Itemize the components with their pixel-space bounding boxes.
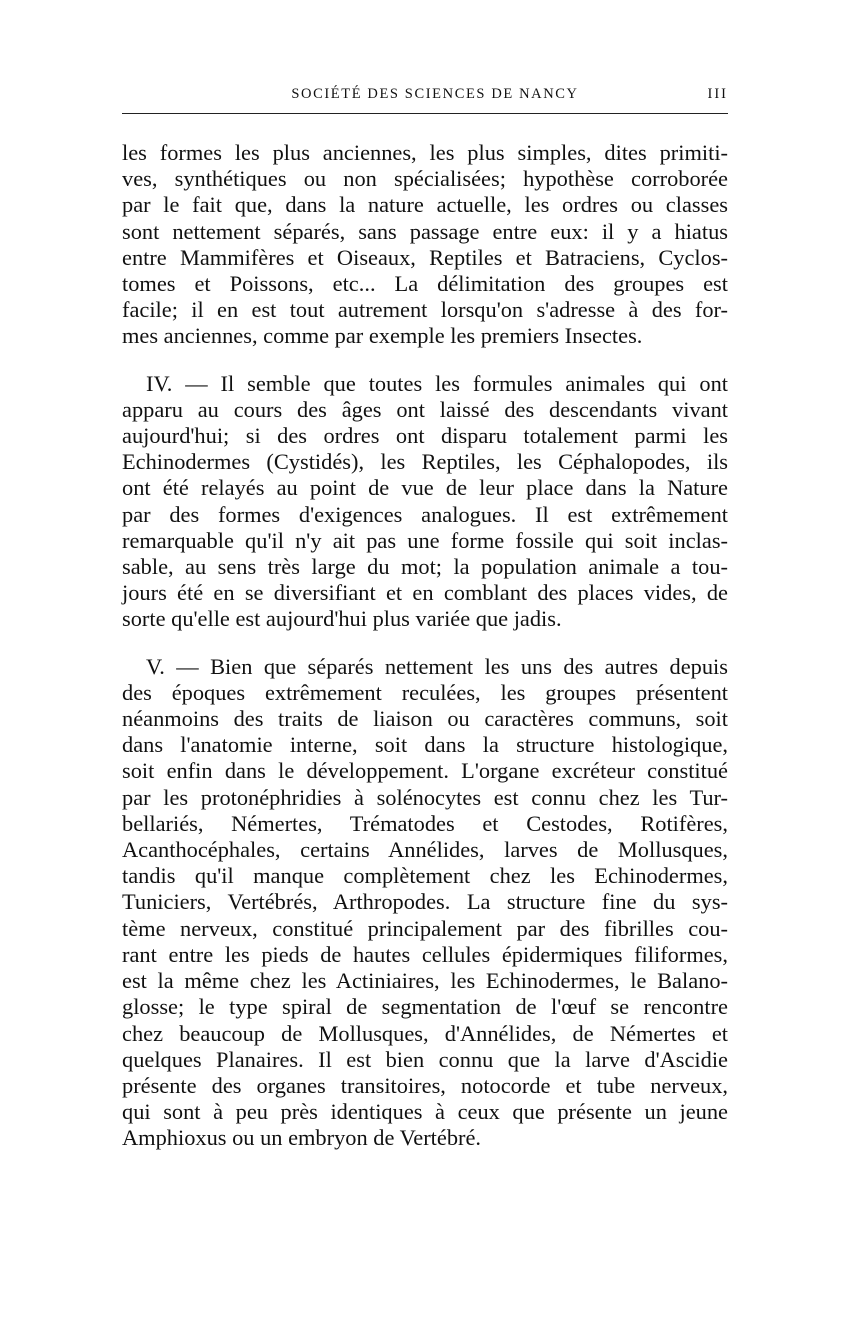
text-line: tème nerveux, constitué principalement par des fibrilles cou- <box>122 915 728 941</box>
text-line: apparu au cours des âges ont laissé des descendants vivant <box>122 396 728 422</box>
text-line: sable, au sens très large du mot; la population animale a tou- <box>122 554 728 580</box>
paragraph-iv <box>122 371 728 633</box>
text-line: par des formes d'exigences analogues. Il est extrêmement <box>122 501 728 527</box>
text-line: des époques extrêmement reculées, les groupes présentent <box>122 679 728 705</box>
text-line: entre Mammifères et Oiseaux, Reptiles et Batraciens, Cyclos- <box>122 244 728 270</box>
text-line: sorte qu'elle est aujourd'hui plus variée que jadis. <box>122 606 562 632</box>
text-line: tandis qu'il manque complètement chez les Echinodermes, <box>122 863 728 889</box>
text-line: chez beaucoup de Mollusques, d'Annélides, de Némertes et <box>122 1020 728 1046</box>
text-line: jours été en se diversifiant et en comblant des places vides, de <box>122 580 728 606</box>
text-line: les formes les plus anciennes, les plus simples, dites primiti- <box>122 140 728 165</box>
text-line: IV. — Il semble que toutes les formules animales qui ont <box>146 370 728 396</box>
text-line: mes anciennes, comme par exemple les premiers Insectes. <box>122 323 643 349</box>
text-line: aujourd'hui; si des ordres ont disparu totalement parmi les <box>122 423 728 449</box>
text-line: dans l'anatomie interne, soit dans la structure histologique, <box>122 732 728 758</box>
header-rule <box>122 113 728 114</box>
text-line: ont été relayés au point de vue de leur place dans la Nature <box>122 475 728 501</box>
text-line: par les protonéphridies à solénocytes est connu chez les Tur- <box>122 784 728 810</box>
page-number: III <box>707 86 728 102</box>
text-line: Acanthocéphales, certains Annélides, larves de Mollusques, <box>122 837 728 863</box>
text-line: Amphioxus ou un embryon de Vertébré. <box>122 1125 482 1151</box>
text-line: V. — Bien que séparés nettement les uns des autres depuis <box>146 653 728 679</box>
running-head <box>122 86 728 108</box>
text-line: tomes et Poissons, etc... La délimitation des groupes est <box>122 271 728 297</box>
text-line: facile; il en est tout autrement lorsqu'on s'adresse à des for- <box>122 297 728 323</box>
running-title: SOCIÉTÉ DES SCIENCES DE NANCY <box>291 86 579 102</box>
text-line: est la même chez les Actiniaires, les Echinodermes, le Balano- <box>122 968 728 994</box>
body-text <box>122 140 728 1152</box>
text-line: bellariés, Némertes, Trématodes et Cestodes, Rotifères, <box>122 810 728 836</box>
paragraph-v <box>122 654 728 1152</box>
paragraph-continuation <box>122 140 728 350</box>
text-line: présente des organes transitoires, notocorde et tube nerveux, <box>122 1072 728 1098</box>
text-line: par le fait que, dans la nature actuelle, les ordres ou classes <box>122 192 728 218</box>
text-line: remarquable qu'il n'y ait pas une forme fossile qui soit inclas- <box>122 527 728 553</box>
text-line: Echinodermes (Cystidés), les Reptiles, les Céphalopodes, ils <box>122 449 728 475</box>
text-line: néanmoins des traits de liaison ou caractères communs, soit <box>122 706 728 732</box>
text-line: glosse; le type spiral de segmentation de l'œuf se rencontre <box>122 994 728 1020</box>
text-line: soit enfin dans le développement. L'organe excréteur constitué <box>122 758 728 784</box>
text-line: sont nettement séparés, sans passage entre eux: il y a hiatus <box>122 218 728 244</box>
text-line: ves, synthétiques ou non spécialisées; hypothèse corroborée <box>122 166 728 192</box>
text-line: qui sont à peu près identiques à ceux que présente un jeune <box>122 1099 728 1125</box>
text-line: rant entre les pieds de hautes cellules épidermiques filiformes, <box>122 941 728 967</box>
text-line: Tuniciers, Vertébrés, Arthropodes. La structure fine du sys- <box>122 889 728 915</box>
text-line: quelques Planaires. Il est bien connu que la larve d'Ascidie <box>122 1046 728 1072</box>
